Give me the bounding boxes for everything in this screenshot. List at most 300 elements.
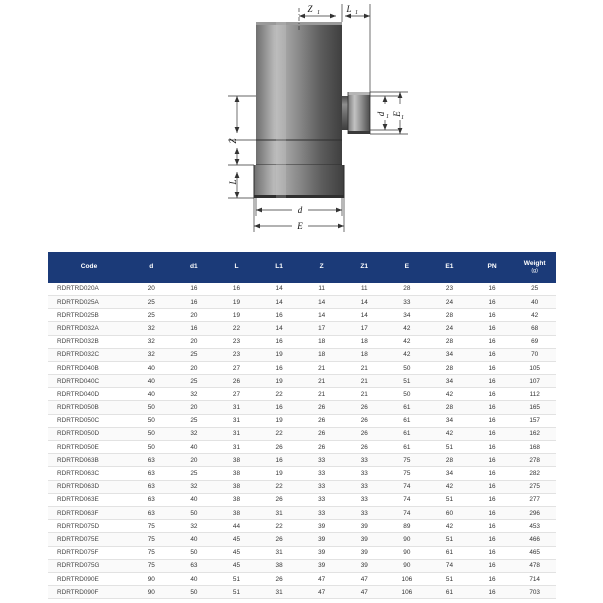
table-cell: 51 xyxy=(386,375,429,388)
table-cell: 26 xyxy=(343,414,386,427)
table-cell: 16 xyxy=(471,506,514,519)
table-cell: 38 xyxy=(215,454,258,467)
table-cell: 28 xyxy=(428,454,471,467)
table-row xyxy=(48,283,556,296)
table-cell: 50 xyxy=(386,388,429,401)
table-cell: 18 xyxy=(343,348,386,361)
table-cell: 42 xyxy=(386,322,429,335)
table-cell: 106 xyxy=(386,586,429,599)
table-cell: 39 xyxy=(300,559,343,572)
table-cell: 18 xyxy=(300,348,343,361)
table-cell-code: RDRTRD040D xyxy=(48,388,130,401)
table-cell: 25 xyxy=(173,348,216,361)
table-cell: 19 xyxy=(258,348,301,361)
table-cell-code: RDRTRD063D xyxy=(48,480,130,493)
table-row xyxy=(48,388,556,401)
table-cell: 61 xyxy=(386,414,429,427)
table-cell: 75 xyxy=(130,533,173,546)
table-cell: 19 xyxy=(258,414,301,427)
table-cell: 26 xyxy=(258,533,301,546)
table-cell: 42 xyxy=(428,427,471,440)
table-cell: 16 xyxy=(258,401,301,414)
table-cell: 16 xyxy=(471,322,514,335)
table-cell: 39 xyxy=(343,520,386,533)
table-cell: 162 xyxy=(513,427,556,440)
label-l: L xyxy=(228,179,238,185)
table-cell: 16 xyxy=(471,309,514,322)
table-cell-code: RDRTRD025A xyxy=(48,295,130,308)
table-cell: 19 xyxy=(215,295,258,308)
table-cell: 32 xyxy=(173,388,216,401)
table-cell: 63 xyxy=(130,493,173,506)
table-cell: 60 xyxy=(428,506,471,519)
table-cell: 18 xyxy=(300,335,343,348)
table-row xyxy=(48,533,556,546)
table-cell: 16 xyxy=(258,361,301,374)
table-cell: 168 xyxy=(513,441,556,454)
table-cell: 24 xyxy=(428,295,471,308)
table-cell: 50 xyxy=(173,546,216,559)
table-cell: 16 xyxy=(471,375,514,388)
table-row xyxy=(48,480,556,493)
table-cell-code: RDRTRD063B xyxy=(48,454,130,467)
table-cell: 42 xyxy=(428,480,471,493)
table-cell: 63 xyxy=(173,559,216,572)
table-cell: 28 xyxy=(428,309,471,322)
table-cell: 16 xyxy=(471,283,514,296)
tee-fitting-diagram xyxy=(0,0,603,240)
table-cell: 51 xyxy=(428,493,471,506)
label-z1-sub: 1 xyxy=(317,10,320,16)
table-cell: 20 xyxy=(130,283,173,296)
table-header-cell-code: Code xyxy=(48,252,130,283)
table-cell-code: RDRTRD040C xyxy=(48,375,130,388)
table-cell: 32 xyxy=(173,427,216,440)
table-cell: 33 xyxy=(343,467,386,480)
table-cell-code: RDRTRD050B xyxy=(48,401,130,414)
table-cell: 25 xyxy=(173,375,216,388)
table-header-cell-z1: Z1 xyxy=(343,252,386,283)
table-cell: 40 xyxy=(173,493,216,506)
table-cell-code: RDRTRD032C xyxy=(48,348,130,361)
table-cell: 75 xyxy=(130,546,173,559)
table-cell: 16 xyxy=(471,348,514,361)
table-cell: 278 xyxy=(513,454,556,467)
table-cell: 26 xyxy=(343,441,386,454)
table-cell: 75 xyxy=(130,520,173,533)
table-cell: 21 xyxy=(300,361,343,374)
table-cell: 105 xyxy=(513,361,556,374)
table-cell: 74 xyxy=(386,506,429,519)
table-cell: 69 xyxy=(513,335,556,348)
table-cell: 16 xyxy=(471,546,514,559)
table-cell: 50 xyxy=(130,414,173,427)
table-cell: 50 xyxy=(130,441,173,454)
table-cell: 31 xyxy=(258,506,301,519)
table-header-cell-d: d xyxy=(130,252,173,283)
table-cell: 33 xyxy=(343,480,386,493)
table-body xyxy=(48,283,556,599)
table-row xyxy=(48,506,556,519)
table-cell: 16 xyxy=(471,414,514,427)
table-cell: 16 xyxy=(173,322,216,335)
table-cell: 33 xyxy=(300,506,343,519)
table-cell: 14 xyxy=(258,283,301,296)
table-row xyxy=(48,559,556,572)
table-row xyxy=(48,335,556,348)
table-cell: 38 xyxy=(258,559,301,572)
label-d1-sub: 1 xyxy=(386,114,389,120)
table-cell: 23 xyxy=(215,348,258,361)
table-cell: 275 xyxy=(513,480,556,493)
table-cell: 38 xyxy=(215,493,258,506)
table-cell: 31 xyxy=(215,401,258,414)
label-z1: Z xyxy=(307,4,313,14)
table-cell: 28 xyxy=(428,401,471,414)
table-cell: 16 xyxy=(258,335,301,348)
table-cell-code: RDRTRD040B xyxy=(48,361,130,374)
table-cell: 70 xyxy=(513,348,556,361)
table-row xyxy=(48,572,556,585)
table-cell: 16 xyxy=(471,520,514,533)
table-cell: 16 xyxy=(471,361,514,374)
table-cell: 31 xyxy=(215,441,258,454)
table-cell: 14 xyxy=(300,295,343,308)
table-cell: 39 xyxy=(300,546,343,559)
table-cell: 45 xyxy=(215,559,258,572)
table-cell: 63 xyxy=(130,454,173,467)
table-cell: 90 xyxy=(130,572,173,585)
table-cell: 16 xyxy=(471,388,514,401)
table-cell: 106 xyxy=(386,572,429,585)
table-cell-code: RDRTRD050E xyxy=(48,441,130,454)
table-cell: 16 xyxy=(173,283,216,296)
table-cell: 40 xyxy=(130,388,173,401)
table-cell: 25 xyxy=(173,467,216,480)
table-cell: 107 xyxy=(513,375,556,388)
table-cell: 47 xyxy=(300,572,343,585)
table-cell: 42 xyxy=(386,348,429,361)
table-cell: 26 xyxy=(300,414,343,427)
table-cell: 31 xyxy=(258,546,301,559)
table-row xyxy=(48,467,556,480)
table-cell: 26 xyxy=(300,401,343,414)
table-row xyxy=(48,295,556,308)
table-cell: 51 xyxy=(215,586,258,599)
table-cell: 16 xyxy=(471,427,514,440)
table-cell: 63 xyxy=(130,467,173,480)
table-header-subtext: (g) xyxy=(531,267,538,274)
table-cell: 34 xyxy=(386,309,429,322)
table-cell: 45 xyxy=(215,533,258,546)
table-cell: 39 xyxy=(300,520,343,533)
table-cell: 22 xyxy=(215,322,258,335)
table-cell: 33 xyxy=(343,493,386,506)
table-cell: 51 xyxy=(428,572,471,585)
table-cell: 16 xyxy=(471,295,514,308)
table-cell: 39 xyxy=(300,533,343,546)
table-cell: 51 xyxy=(215,572,258,585)
table-cell: 28 xyxy=(386,283,429,296)
table-cell-code: RDRTRD050D xyxy=(48,427,130,440)
technical-drawing xyxy=(0,0,603,240)
table-cell: 466 xyxy=(513,533,556,546)
table-row xyxy=(48,348,556,361)
table-cell: 33 xyxy=(300,454,343,467)
table-row xyxy=(48,322,556,335)
table-cell: 40 xyxy=(130,361,173,374)
label-l1-sub: 1 xyxy=(355,10,358,16)
table-cell: 33 xyxy=(300,467,343,480)
table-cell: 16 xyxy=(471,586,514,599)
table-cell: 47 xyxy=(343,572,386,585)
table-cell-code: RDRTRD075E xyxy=(48,533,130,546)
table-cell-code: RDRTRD075G xyxy=(48,559,130,572)
table-cell: 27 xyxy=(215,388,258,401)
table-cell: 16 xyxy=(471,441,514,454)
table-cell: 74 xyxy=(386,493,429,506)
table-cell-code: RDRTRD025B xyxy=(48,309,130,322)
table-cell: 61 xyxy=(428,586,471,599)
table-cell: 50 xyxy=(173,586,216,599)
table-cell: 20 xyxy=(173,309,216,322)
table-cell: 26 xyxy=(343,427,386,440)
table-cell: 16 xyxy=(471,572,514,585)
table-cell: 50 xyxy=(130,401,173,414)
table-header-row xyxy=(48,252,556,283)
table-cell: 16 xyxy=(471,480,514,493)
table-cell: 14 xyxy=(258,322,301,335)
table-header-cell-z: Z xyxy=(300,252,343,283)
table-header-cell-weight: Weight (g) xyxy=(513,252,556,283)
table-header-cell-l: L xyxy=(215,252,258,283)
table-cell: 14 xyxy=(343,309,386,322)
table-cell: 26 xyxy=(258,441,301,454)
table-cell: 22 xyxy=(258,427,301,440)
table-cell: 38 xyxy=(215,480,258,493)
table-cell: 75 xyxy=(386,454,429,467)
table-cell: 21 xyxy=(300,388,343,401)
table-cell: 40 xyxy=(513,295,556,308)
table-cell: 16 xyxy=(471,559,514,572)
label-d: d xyxy=(297,205,303,215)
table-row xyxy=(48,586,556,599)
table-cell-code: RDRTRD075D xyxy=(48,520,130,533)
table-cell: 34 xyxy=(428,348,471,361)
table-cell: 16 xyxy=(471,454,514,467)
table-cell: 14 xyxy=(300,309,343,322)
table-cell: 25 xyxy=(130,309,173,322)
table-cell: 33 xyxy=(386,295,429,308)
table-row xyxy=(48,401,556,414)
table-cell: 16 xyxy=(258,454,301,467)
table-cell: 26 xyxy=(300,427,343,440)
table-cell: 38 xyxy=(215,506,258,519)
table-cell: 33 xyxy=(300,493,343,506)
table-cell: 32 xyxy=(130,348,173,361)
table-header-cell-d1: d1 xyxy=(173,252,216,283)
table-header-cell-e1: E1 xyxy=(428,252,471,283)
table-cell-code: RDRTRD050C xyxy=(48,414,130,427)
fitting-branch xyxy=(342,92,370,134)
table-cell: 20 xyxy=(173,401,216,414)
table-cell: 61 xyxy=(386,427,429,440)
table-cell: 112 xyxy=(513,388,556,401)
table-cell: 42 xyxy=(513,309,556,322)
table-cell-code: RDRTRD063C xyxy=(48,467,130,480)
table-cell-code: RDRTRD090E xyxy=(48,572,130,585)
table-cell: 34 xyxy=(428,467,471,480)
table-cell-code: RDRTRD063F xyxy=(48,506,130,519)
table-cell: 277 xyxy=(513,493,556,506)
table-cell: 16 xyxy=(471,467,514,480)
table-cell: 23 xyxy=(428,283,471,296)
table-cell: 32 xyxy=(130,335,173,348)
table-cell: 40 xyxy=(173,533,216,546)
table-cell: 165 xyxy=(513,401,556,414)
table-cell: 25 xyxy=(130,295,173,308)
table-cell: 26 xyxy=(300,441,343,454)
table-row xyxy=(48,493,556,506)
table-cell: 26 xyxy=(258,572,301,585)
table-cell: 39 xyxy=(343,559,386,572)
table-cell-code: RDRTRD063E xyxy=(48,493,130,506)
table-cell: 22 xyxy=(258,388,301,401)
table-cell: 39 xyxy=(343,533,386,546)
table-cell: 47 xyxy=(343,586,386,599)
table-row xyxy=(48,454,556,467)
table-cell: 63 xyxy=(130,506,173,519)
table-cell: 40 xyxy=(130,375,173,388)
table-cell: 16 xyxy=(471,533,514,546)
table-cell: 21 xyxy=(343,375,386,388)
label-e1: E xyxy=(392,111,402,117)
table-cell: 21 xyxy=(343,388,386,401)
table-cell: 74 xyxy=(386,480,429,493)
table-row xyxy=(48,414,556,427)
table-cell: 25 xyxy=(173,414,216,427)
table-cell: 16 xyxy=(215,283,258,296)
table-cell: 42 xyxy=(386,335,429,348)
table-cell: 19 xyxy=(258,467,301,480)
table-row xyxy=(48,375,556,388)
label-e1-sub: 1 xyxy=(401,115,404,121)
table-row xyxy=(48,309,556,322)
table-cell: 18 xyxy=(343,335,386,348)
label-e: E xyxy=(297,221,303,231)
table-cell: 47 xyxy=(300,586,343,599)
table-cell: 45 xyxy=(215,546,258,559)
table-cell: 31 xyxy=(215,427,258,440)
table-cell: 44 xyxy=(215,520,258,533)
table-row xyxy=(48,520,556,533)
table-cell: 11 xyxy=(300,283,343,296)
table-cell: 40 xyxy=(173,441,216,454)
table-cell: 61 xyxy=(386,441,429,454)
table-cell: 14 xyxy=(343,295,386,308)
table-cell: 38 xyxy=(215,467,258,480)
table-cell: 68 xyxy=(513,322,556,335)
table-cell: 40 xyxy=(173,572,216,585)
table-cell: 33 xyxy=(300,480,343,493)
table-cell: 26 xyxy=(215,375,258,388)
table-cell: 465 xyxy=(513,546,556,559)
table-cell: 19 xyxy=(258,375,301,388)
table-cell: 714 xyxy=(513,572,556,585)
table-cell: 16 xyxy=(471,335,514,348)
table-cell: 61 xyxy=(386,401,429,414)
table-cell: 16 xyxy=(471,401,514,414)
table-cell: 75 xyxy=(130,559,173,572)
table-cell: 90 xyxy=(130,586,173,599)
table-cell: 32 xyxy=(173,480,216,493)
table-cell: 39 xyxy=(343,546,386,559)
table-cell: 478 xyxy=(513,559,556,572)
table-cell: 32 xyxy=(130,322,173,335)
table-cell: 89 xyxy=(386,520,429,533)
table-cell: 42 xyxy=(428,520,471,533)
table-cell: 33 xyxy=(343,454,386,467)
table-cell: 17 xyxy=(300,322,343,335)
spec-table-container xyxy=(48,252,556,599)
table-cell: 20 xyxy=(173,361,216,374)
table-cell: 23 xyxy=(215,335,258,348)
fitting-body xyxy=(254,22,344,198)
table-cell-code: RDRTRD090F xyxy=(48,586,130,599)
label-z: Z xyxy=(228,138,238,144)
table-cell: 50 xyxy=(386,361,429,374)
table-cell: 19 xyxy=(215,309,258,322)
table-row xyxy=(48,361,556,374)
table-cell: 31 xyxy=(258,586,301,599)
table-cell: 11 xyxy=(343,283,386,296)
table-cell: 50 xyxy=(130,427,173,440)
table-header-cell-pn: PN xyxy=(471,252,514,283)
table-cell: 90 xyxy=(386,533,429,546)
table-cell: 453 xyxy=(513,520,556,533)
table-cell: 21 xyxy=(300,375,343,388)
table-cell: 63 xyxy=(130,480,173,493)
table-cell: 157 xyxy=(513,414,556,427)
table-cell: 28 xyxy=(428,335,471,348)
table-cell: 14 xyxy=(258,295,301,308)
table-cell-code: RDRTRD020A xyxy=(48,283,130,296)
table-cell: 61 xyxy=(428,546,471,559)
label-d1: d xyxy=(376,111,386,117)
table-cell: 703 xyxy=(513,586,556,599)
table-cell: 90 xyxy=(386,546,429,559)
table-cell: 34 xyxy=(428,414,471,427)
table-cell: 26 xyxy=(258,493,301,506)
table-row xyxy=(48,441,556,454)
table-cell: 296 xyxy=(513,506,556,519)
table-cell: 20 xyxy=(173,335,216,348)
table-cell-code: RDRTRD032B xyxy=(48,335,130,348)
table-cell: 74 xyxy=(428,559,471,572)
table-cell: 28 xyxy=(428,361,471,374)
table-cell: 16 xyxy=(471,493,514,506)
table-cell: 17 xyxy=(343,322,386,335)
table-cell: 22 xyxy=(258,520,301,533)
table-cell: 24 xyxy=(428,322,471,335)
table-cell: 20 xyxy=(173,454,216,467)
table-cell: 42 xyxy=(428,388,471,401)
specification-table xyxy=(48,252,556,599)
table-cell: 33 xyxy=(343,506,386,519)
table-cell: 50 xyxy=(173,506,216,519)
table-cell: 22 xyxy=(258,480,301,493)
table-cell: 90 xyxy=(386,559,429,572)
